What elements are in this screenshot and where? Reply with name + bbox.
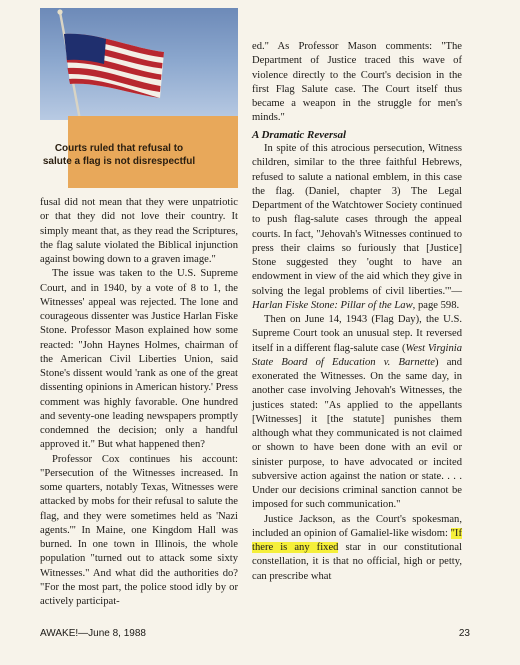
left-column	[40, 196, 238, 609]
page-number: 23	[458, 628, 470, 639]
right-paragraph-3-text: Then on June 14, 1943 (Flag Day), the U.S. Supreme Court took an unusual step. It reversed itself in a different flag-salute case (	[252, 314, 462, 354]
right-paragraph-4-rest: star in our constitutional constellation, it is that no official, high or petty, can prescribe what	[252, 542, 462, 582]
section-subhead: A Dramatic Reversal	[252, 129, 347, 141]
book-citation: Harlan Fiske Stone: Pillar of the Law	[252, 299, 413, 311]
right-paragraph-2	[252, 142, 462, 313]
right-paragraph-4	[252, 513, 462, 584]
right-paragraph-1: ed." As Professor Mason comments: "The Department of Justice traced this wave of violence directly to the Court's decision in the first Flag Salute case. The Court itself thus became a weapon in the struggle for men's minds."	[252, 41, 462, 124]
footer-issue: AWAKE!—June 8, 1988	[40, 628, 146, 639]
highlighted-quote: "If there is any fixed	[252, 527, 462, 553]
citation-page: , page 598.	[412, 299, 460, 311]
right-column-lower	[252, 128, 462, 584]
left-paragraph-2: The issue was taken to the U.S. Supreme Court, and in 1940, by a vote of 8 to 1, the Witnesses' appeal was rejected. The lone and courageous dissenter was Justice Harlan Fiske Stone. Professor Mason explained how some reacted: "John Haynes Holmes, chairman of the American Civil Liberties Union, said Stone's dissent would 'rank as one of the great dissenting opinions in American history.' Press comment was highly favorable. One hundred and seventy-one leading newspapers promptly condemned the decision; only a handful approved it." But what happened then?	[40, 268, 238, 451]
right-column	[252, 40, 462, 126]
right-paragraph-3	[252, 313, 462, 513]
right-paragraph-2-text: In spite of this atrocious persecution, Witness children, similar to the three faithful Hebrews, refused to salute a national emblem, in this case the flag. (Daniel, chapter 3) The Legal Department of the Watchtower Society continued to push flag-salute cases through the appeal courts. In fact, "Jehovah's Witnesses continued to press their claims so furiously that [Justice] Stone suggested they 'ought to have an endowment in view of the aid which they give in solving the legal problems of civil liberties.'"—	[252, 143, 462, 297]
flag-photo	[40, 8, 238, 120]
figure-caption: Courts ruled that refusal to salute a flag is not disrespectful	[42, 143, 196, 167]
left-paragraph-3: Professor Cox continues his account: "Persecution of the Witnesses increased. In some quarters, notably Texas, Witnesses were attacked by mobs for their refusal to salute the flag, and they were sometimes held as 'Nazi agents.'" In Maine, one Kingdom Hall was burned. In one town in Illinois, the whole population "turned out to attack some sixty Witnesses." And what did the authorities do? "For the most part, the police stood idly by or actively participat-	[40, 453, 238, 607]
american-flag-image	[40, 8, 238, 120]
case-name: West Virginia State Board of Education v. Barnette	[252, 342, 462, 368]
right-paragraph-3-rest: ) and exonerated the Witnesses. On the same day, in another case involving Jehovah's Witnesses, the justices stated: "As applied to the appellants [Witnesses] it [the statute] punishes them although what they communicated is not claimed or shown to have been done with an evil or sinister purpose, to have advocated or incited subversive action against the nation or state. . . . Under our decisions criminal sanction cannot be imposed for such communication."	[252, 356, 463, 511]
right-paragraph-4-text: Justice Jackson, as the Court's spokesman, included an opinion of Gamaliel-like wisdom:	[252, 513, 462, 539]
left-paragraph-1: fusal did not mean that they were unpatriotic or that they did not love their country. It simply meant that, as they read the Scriptures, the flag salute violated the Biblical injunction against bowing down to a graven image."	[40, 197, 238, 265]
